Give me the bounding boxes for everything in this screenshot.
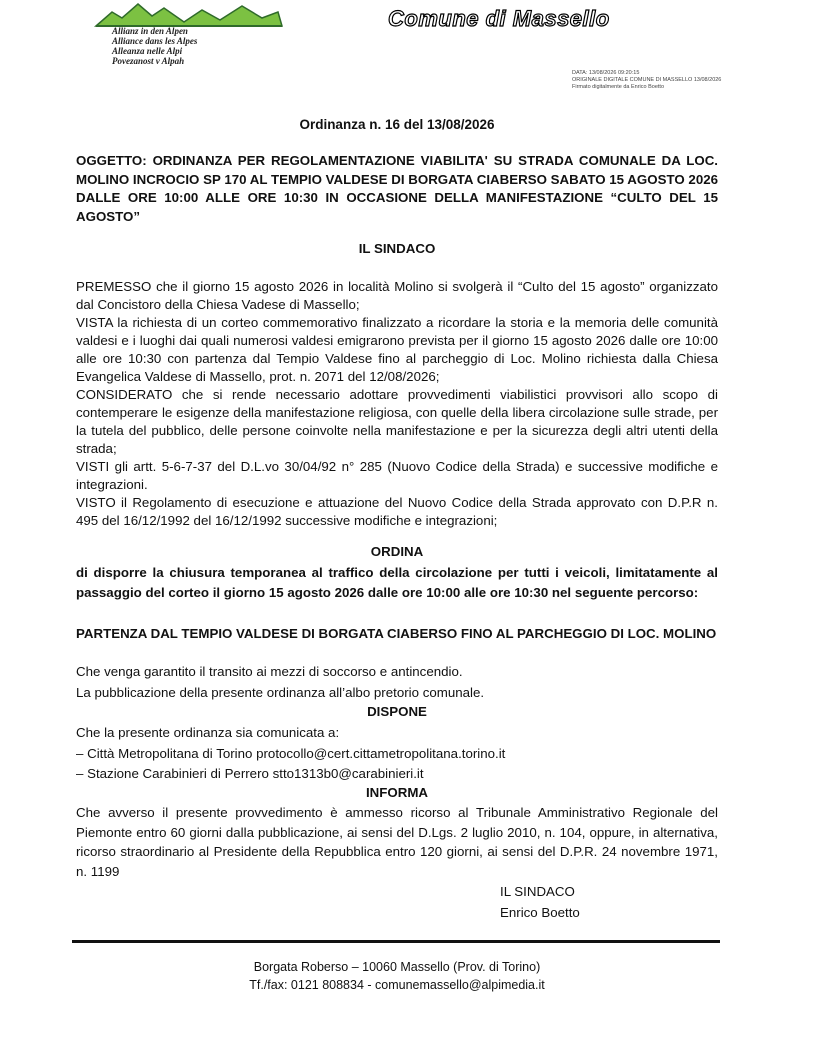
stamp-line: ORIGINALE DIGITALE COMUNE DI MASSELLO 13/08/2026 <box>572 77 722 83</box>
signature-name: Enrico Boetto <box>500 904 580 920</box>
footer-contacts: Tf./fax: 0121 808834 - comunemassello@alpimedia.it <box>249 978 545 992</box>
dispone-heading: DISPONE <box>367 704 427 719</box>
considerato-paragraph: CONSIDERATO che si rende necessario adottare provvedimenti viabilistici provvisori allo scopo di contemperare le esigenze della manifestazione religiosa, con quelle della libera circolazione sulle strade, per la tutela del pubblico, delle persone coinvolte nella manifestazione e per la sicurezza degli altri utenti della strada; <box>76 387 718 456</box>
informa-paragraph: Che avverso il presente provvedimento è ammesso ricorso al Tribunale Amministrativo Regionale del Piemonte entro 60 giorni dalla pubblicazione, ai sensi del D.Lgs. 2 luglio 2010, n. 104, oppure, in alternativa, ricorso straordinario al Presidente della Repubblica entro 120 giorni, ai sensi del D.P.R. 24 novembre 1971, n. 1199 <box>76 805 718 879</box>
ordinanza-title: Ordinanza n. 16 del 13/08/2026 <box>299 117 495 132</box>
logo-text-fr: Alliance dans les Alpes <box>112 36 198 46</box>
premesso-paragraph: PREMESSO che il giorno 15 agosto 2026 in località Molino si svolgerà il “Culto del 15 agosto” organizzato dal Concistoro della Chiesa Vadese di Massello; <box>76 279 718 312</box>
ordina-line: La pubblicazione della presente ordinanza all’albo pretorio comunale. <box>76 684 485 700</box>
sindaco-heading: IL SINDACO <box>358 241 436 256</box>
footer-divider <box>72 940 720 943</box>
ordina-lines <box>76 662 718 703</box>
stamp-line: DATA: 13/08/2026 09:20:15 <box>572 70 640 76</box>
oggetto-paragraph: OGGETTO: ORDINANZA PER REGOLAMENTAZIONE VIABILITA' SU STRADA COMUNALE DA LOC. MOLINO INCROCIO SP 170 AL TEMPIO VALDESE DI BORGATA CIABERSO SABATO 15 AGOSTO 2026 DALLE ORE 10:00 ALLE ORE 10:30 IN OCCASIONE DELLA MANIFESTAZIONE “CULTO DEL 15 AGOSTO” <box>76 153 718 224</box>
signature-role: IL SINDACO <box>500 884 575 899</box>
footer-address: Borgata Roberso – 10060 Massello (Prov. di Torino) <box>253 960 541 974</box>
ordina-line: Che venga garantito il transito ai mezzi di soccorso e antincendio. <box>76 664 463 679</box>
alliance-logo <box>92 0 292 70</box>
informa-heading: INFORMA <box>365 785 429 800</box>
dispone-lines <box>76 723 718 785</box>
dispone-line: – Città Metropolitana di Torino protocollo@cert.cittametropolitana.torino.it <box>76 745 506 761</box>
logo-text-de: Allianz in den Alpen <box>112 26 188 36</box>
dispone-line: Che la presente ordinanza sia comunicata a: <box>76 725 340 740</box>
visti-paragraph: VISTI gli artt. 5-6-7-37 del D.L.vo 30/04/92 n° 285 (Nuovo Codice della Strada) e successive modifiche e integrazioni. <box>76 459 718 492</box>
logo-text-sl: Povezanost v Alpah <box>112 56 185 66</box>
footer <box>76 958 718 994</box>
ordina-heading: ORDINA <box>370 544 424 559</box>
percorso-paragraph: PARTENZA DAL TEMPIO VALDESE DI BORGATA CIABERSO FINO AL PARCHEGGIO DI LOC. MOLINO <box>76 626 717 641</box>
signature-block <box>500 882 580 923</box>
logo-text-it: Alleanza nelle Alpi <box>112 46 183 56</box>
ordina-paragraph: di disporre la chiusura temporanea al traffico della circolazione per tutti i veicoli, limitatamente al passaggio del corteo il giorno 15 agosto 2026 dalle ore 10:00 alle ore 10:30 nel seguente percorso: <box>76 565 718 600</box>
comune-title: Comune di Massello <box>388 6 610 31</box>
dispone-line: – Stazione Carabinieri di Perrero stto1313b0@carabinieri.it <box>76 766 424 781</box>
premesse-section <box>76 278 718 530</box>
visto-paragraph: VISTO il Regolamento di esecuzione e attuazione del Nuovo Codice della Strada approvato con D.P.R n. 495 del 16/12/1992 del 16/12/1992 successive modifiche e integrazioni; <box>76 495 718 528</box>
vista-paragraph: VISTA la richiesta di un corteo commemorativo finalizzato a ricordare la storia e la memoria delle comunità valdesi e i luoghi dai quali numerosi valdesi emigrarono prevista per il giorno 15 agosto 2026 dalle ore 10:00 alle ore 10:30 con partenza dal Tempio Valdese fino al parcheggio di Loc. Molino richiesta dalla Chiesa Evangelica Valdese di Massello, prot. n. 2071 del 12/08/2026; <box>76 315 718 384</box>
stamp-line: Firmato digitalmente da Enrico Boetto <box>572 84 665 90</box>
